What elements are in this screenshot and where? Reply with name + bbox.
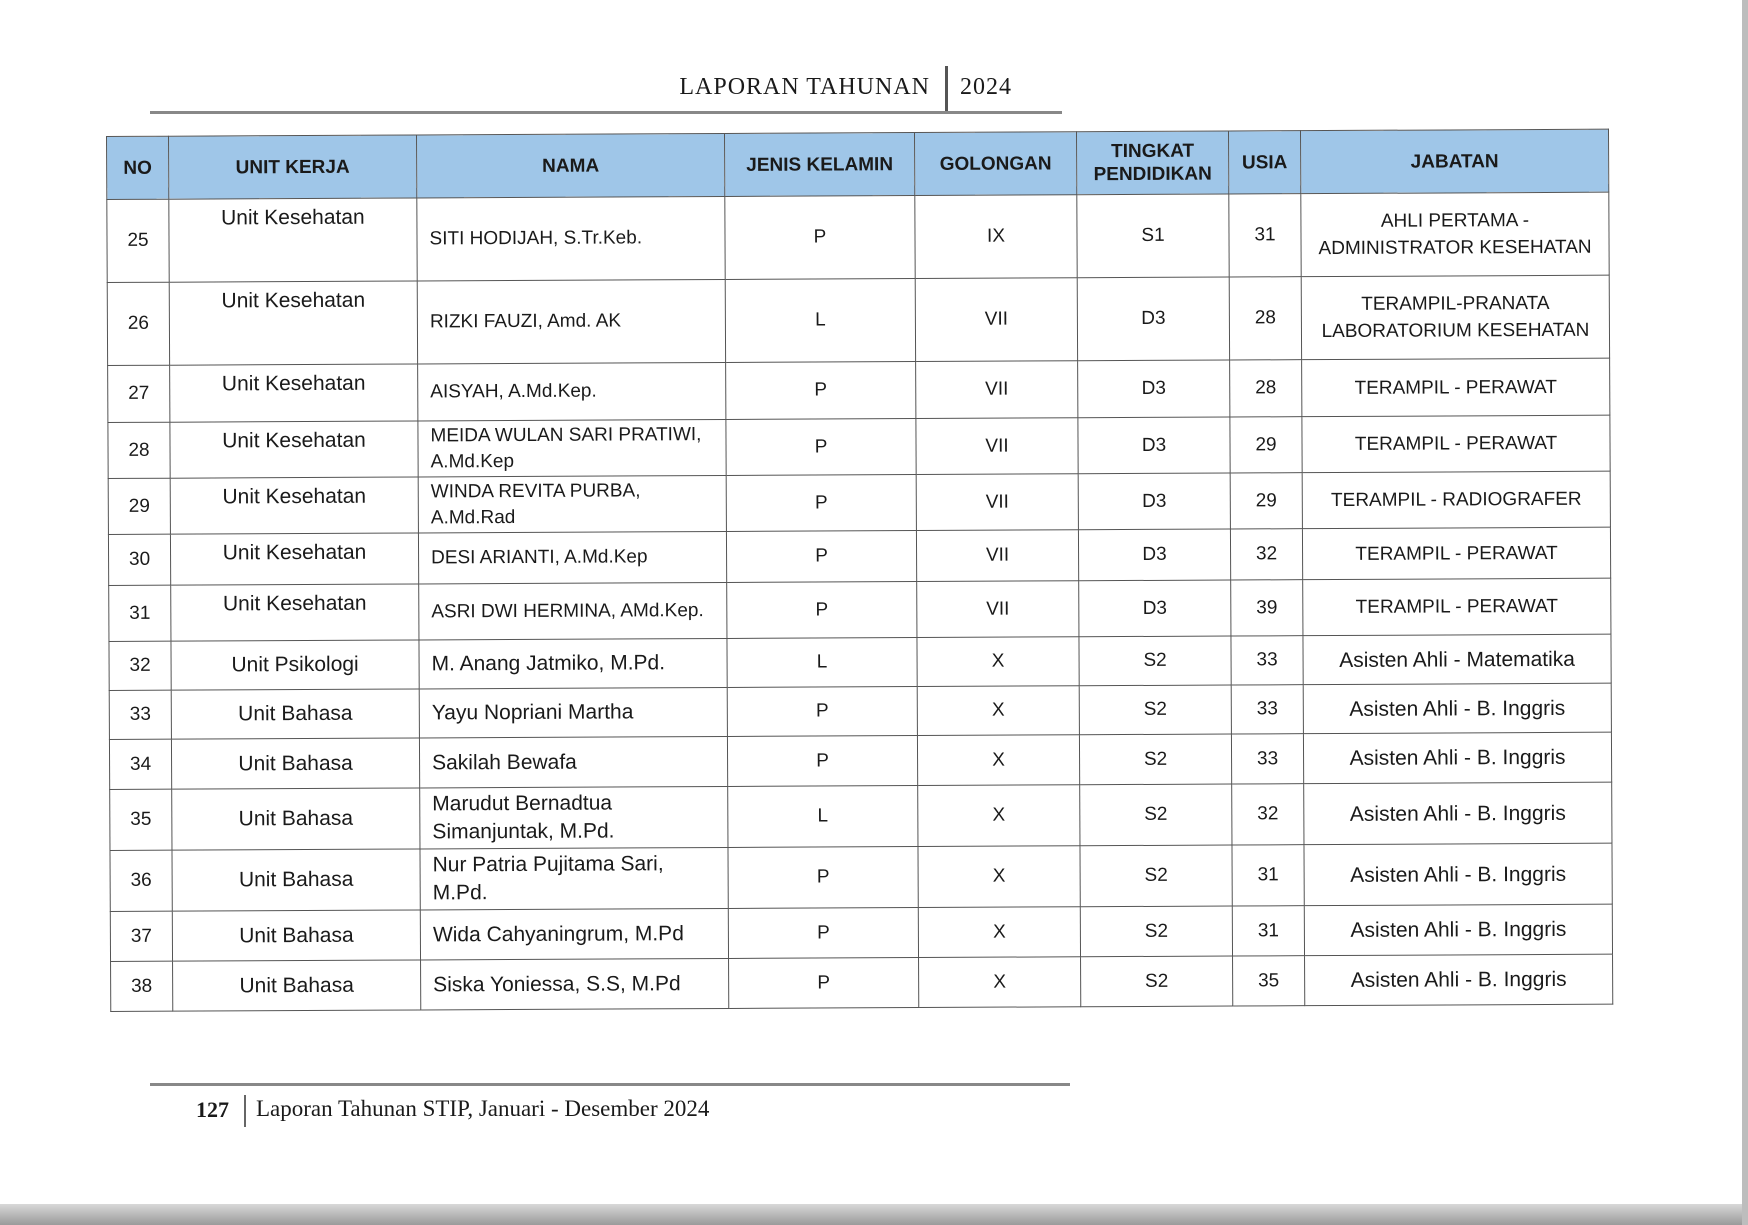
- cell-nama: WINDA REVITA PURBA, A.Md.Rad: [418, 475, 726, 533]
- col-header-jabatan: JABATAN: [1300, 129, 1608, 194]
- cell-pendidikan: S2: [1081, 956, 1233, 1007]
- cell-golongan: VII: [916, 361, 1078, 419]
- cell-jenis-kelamin: P: [726, 362, 916, 420]
- cell-pendidikan: D3: [1078, 417, 1230, 474]
- cell-jabatan: Asisten Ahli - B. Inggris: [1305, 954, 1613, 1006]
- table-row: [107, 275, 1609, 365]
- cell-unit-kerja: Unit Kesehatan: [170, 364, 418, 422]
- table-row: [108, 415, 1610, 478]
- cell-jabatan: TERAMPIL-PRANATA LABORATORIUM KESEHATAN: [1301, 275, 1609, 360]
- cell-unit-kerja: Unit Kesehatan: [169, 198, 417, 282]
- cell-jenis-kelamin: P: [727, 582, 917, 639]
- cell-golongan: X: [917, 686, 1079, 736]
- cell-unit-kerja: Unit Bahasa: [172, 788, 420, 850]
- table-row: [108, 358, 1610, 422]
- cell-usia: 32: [1230, 529, 1302, 580]
- cell-jabatan: Asisten Ahli - Matematika: [1303, 634, 1611, 685]
- cell-no: 36: [110, 850, 172, 911]
- cell-golongan: X: [917, 735, 1079, 786]
- cell-no: 37: [110, 911, 172, 961]
- cell-jabatan: Asisten Ahli - B. Inggris: [1304, 904, 1612, 956]
- cell-no: 38: [111, 961, 173, 1011]
- cell-jenis-kelamin: P: [727, 736, 917, 787]
- cell-pendidikan: S2: [1079, 734, 1231, 785]
- cell-nama: MEIDA WULAN SARI PRATIWI, A.Md.Kep: [418, 419, 726, 477]
- cell-jabatan: TERAMPIL - RADIOGRAFER: [1302, 471, 1610, 529]
- table-row: [109, 683, 1611, 739]
- cell-nama: ASRI DWI HERMINA, AMd.Kep.: [419, 582, 727, 640]
- cell-golongan: X: [918, 846, 1080, 908]
- header-divider: [945, 66, 948, 112]
- cell-jabatan: TERAMPIL - PERAWAT: [1302, 358, 1610, 417]
- cell-pendidikan: S2: [1079, 636, 1231, 686]
- cell-jenis-kelamin: P: [726, 419, 916, 476]
- cell-jenis-kelamin: P: [726, 475, 916, 532]
- cell-usia: 33: [1231, 685, 1303, 734]
- cell-unit-kerja: Unit Bahasa: [173, 960, 421, 1011]
- cell-nama: AISYAH, A.Md.Kep.: [418, 362, 726, 421]
- cell-pendidikan: D3: [1077, 277, 1229, 361]
- cell-jabatan: TERAMPIL - PERAWAT: [1302, 415, 1610, 473]
- col-header-golongan: GOLONGAN: [914, 132, 1076, 196]
- cell-unit-kerja: Unit Psikologi: [171, 640, 419, 690]
- cell-usia: 28: [1230, 360, 1302, 417]
- cell-golongan: VII: [916, 418, 1078, 475]
- col-header-no: NO: [107, 136, 169, 199]
- cell-pendidikan: S2: [1080, 845, 1232, 907]
- cell-usia: 33: [1231, 734, 1303, 784]
- cell-unit-kerja: Unit Bahasa: [171, 738, 419, 789]
- cell-nama: Sakilah Bewafa: [419, 736, 727, 788]
- cell-usia: 31: [1232, 906, 1304, 956]
- cell-unit-kerja: Unit Bahasa: [171, 689, 419, 739]
- cell-jenis-kelamin: P: [726, 531, 916, 583]
- cell-unit-kerja: Unit Kesehatan: [170, 477, 418, 534]
- cell-golongan: X: [918, 785, 1080, 847]
- cell-no: 26: [107, 282, 169, 365]
- cell-jabatan: TERAMPIL - PERAWAT: [1302, 527, 1610, 580]
- table-header-row: [107, 129, 1609, 199]
- cell-pendidikan: S1: [1077, 194, 1229, 278]
- cell-jenis-kelamin: P: [725, 196, 915, 280]
- cell-jabatan: Asisten Ahli - B. Inggris: [1303, 732, 1611, 784]
- table-row: [109, 634, 1611, 690]
- cell-no: 35: [110, 789, 172, 850]
- report-year: 2024: [960, 74, 1012, 100]
- table-row: [110, 843, 1612, 911]
- cell-jenis-kelamin: L: [725, 279, 915, 363]
- cell-usia: 28: [1229, 277, 1301, 360]
- table-row: [108, 527, 1610, 585]
- cell-pendidikan: S2: [1080, 906, 1232, 957]
- cell-pendidikan: S2: [1080, 784, 1232, 846]
- footer-divider: [244, 1095, 246, 1127]
- cell-golongan: VII: [916, 474, 1078, 531]
- cell-usia: 31: [1232, 845, 1304, 906]
- cell-golongan: X: [918, 907, 1080, 958]
- cell-jenis-kelamin: P: [728, 908, 918, 959]
- cell-jabatan: Asisten Ahli - B. Inggris: [1303, 683, 1611, 734]
- table-row: [108, 471, 1610, 534]
- table-row: [109, 732, 1611, 789]
- footer-rule: [150, 1083, 1070, 1086]
- cell-jenis-kelamin: P: [729, 958, 919, 1009]
- cell-usia: 29: [1230, 417, 1302, 473]
- table-row: [110, 904, 1612, 961]
- report-title: LAPORAN TAHUNAN: [679, 74, 930, 100]
- scan-edge-right: [1742, 0, 1748, 1225]
- cell-nama: Siska Yoniessa, S.S, M.Pd: [421, 958, 729, 1010]
- col-header-usia: USIA: [1228, 131, 1300, 194]
- cell-unit-kerja: Unit Kesehatan: [170, 421, 418, 478]
- cell-jenis-kelamin: L: [728, 786, 918, 848]
- cell-no: 32: [109, 641, 171, 690]
- col-header-tingkat-pendidikan: TINGKAT PENDIDIKAN: [1076, 131, 1228, 195]
- cell-jabatan: Asisten Ahli - B. Inggris: [1304, 843, 1612, 906]
- cell-nama: RIZKI FAUZI, Amd. AK: [417, 279, 725, 364]
- cell-golongan: IX: [915, 195, 1077, 279]
- cell-golongan: VII: [917, 581, 1079, 638]
- cell-golongan: VII: [916, 530, 1078, 582]
- cell-pendidikan: D3: [1079, 580, 1231, 637]
- cell-unit-kerja: Unit Kesehatan: [169, 281, 417, 365]
- cell-nama: M. Anang Jatmiko, M.Pd.: [419, 638, 727, 689]
- cell-golongan: VII: [915, 278, 1077, 362]
- page-footer: [150, 1075, 1070, 1135]
- cell-jabatan: Asisten Ahli - B. Inggris: [1304, 782, 1612, 845]
- cell-nama: SITI HODIJAH, S.Tr.Keb.: [417, 196, 725, 281]
- cell-no: 30: [108, 534, 170, 585]
- cell-usia: 33: [1231, 636, 1303, 685]
- cell-pendidikan: D3: [1078, 360, 1230, 418]
- table-row: [111, 954, 1613, 1011]
- footer-text: Laporan Tahunan STIP, Januari - Desember 2024: [256, 1096, 710, 1121]
- cell-usia: 32: [1232, 784, 1304, 845]
- cell-usia: 29: [1230, 473, 1302, 529]
- table-row: [109, 578, 1611, 641]
- staff-table: [106, 129, 1613, 1012]
- cell-jenis-kelamin: L: [727, 638, 917, 688]
- cell-unit-kerja: Unit Kesehatan: [171, 584, 419, 641]
- header-rule: [150, 111, 1062, 114]
- cell-usia: 31: [1229, 194, 1301, 277]
- cell-no: 34: [109, 739, 171, 789]
- cell-usia: 35: [1233, 956, 1305, 1006]
- cell-unit-kerja: Unit Bahasa: [172, 849, 420, 911]
- cell-unit-kerja: Unit Kesehatan: [170, 533, 418, 585]
- table-row: [107, 192, 1609, 282]
- cell-jabatan: TERAMPIL - PERAWAT: [1303, 578, 1611, 636]
- col-header-jenis-kelamin: JENIS KELAMIN: [724, 133, 914, 197]
- cell-no: 33: [109, 690, 171, 739]
- cell-nama: Yayu Nopriani Martha: [419, 687, 727, 738]
- cell-pendidikan: S2: [1079, 685, 1231, 735]
- page-number: 127: [196, 1097, 229, 1122]
- cell-pendidikan: D3: [1078, 473, 1230, 530]
- col-header-unit-kerja: UNIT KERJA: [169, 135, 417, 199]
- cell-golongan: X: [919, 957, 1081, 1008]
- cell-nama: Marudut Bernadtua Simanjuntak, M.Pd.: [420, 786, 728, 849]
- cell-jenis-kelamin: P: [727, 687, 917, 737]
- scan-edge-bottom: [0, 1204, 1748, 1225]
- cell-nama: DESI ARIANTI, A.Md.Kep: [418, 531, 726, 584]
- cell-jenis-kelamin: P: [728, 847, 918, 909]
- cell-usia: 39: [1231, 580, 1303, 636]
- cell-no: 29: [108, 478, 170, 534]
- cell-jabatan: AHLI PERTAMA - ADMINISTRATOR KESEHATAN: [1301, 192, 1609, 277]
- cell-no: 27: [108, 365, 170, 422]
- col-header-nama: NAMA: [416, 133, 724, 198]
- cell-nama: Wida Cahyaningrum, M.Pd: [420, 908, 728, 960]
- cell-pendidikan: D3: [1078, 529, 1230, 581]
- table-row: [110, 782, 1612, 850]
- cell-unit-kerja: Unit Bahasa: [172, 910, 420, 961]
- cell-no: 25: [107, 199, 169, 282]
- cell-golongan: X: [917, 637, 1079, 687]
- page-header: [150, 60, 1062, 114]
- cell-no: 28: [108, 422, 170, 478]
- cell-nama: Nur Patria Pujitama Sari, M.Pd.: [420, 847, 728, 910]
- cell-no: 31: [109, 585, 171, 641]
